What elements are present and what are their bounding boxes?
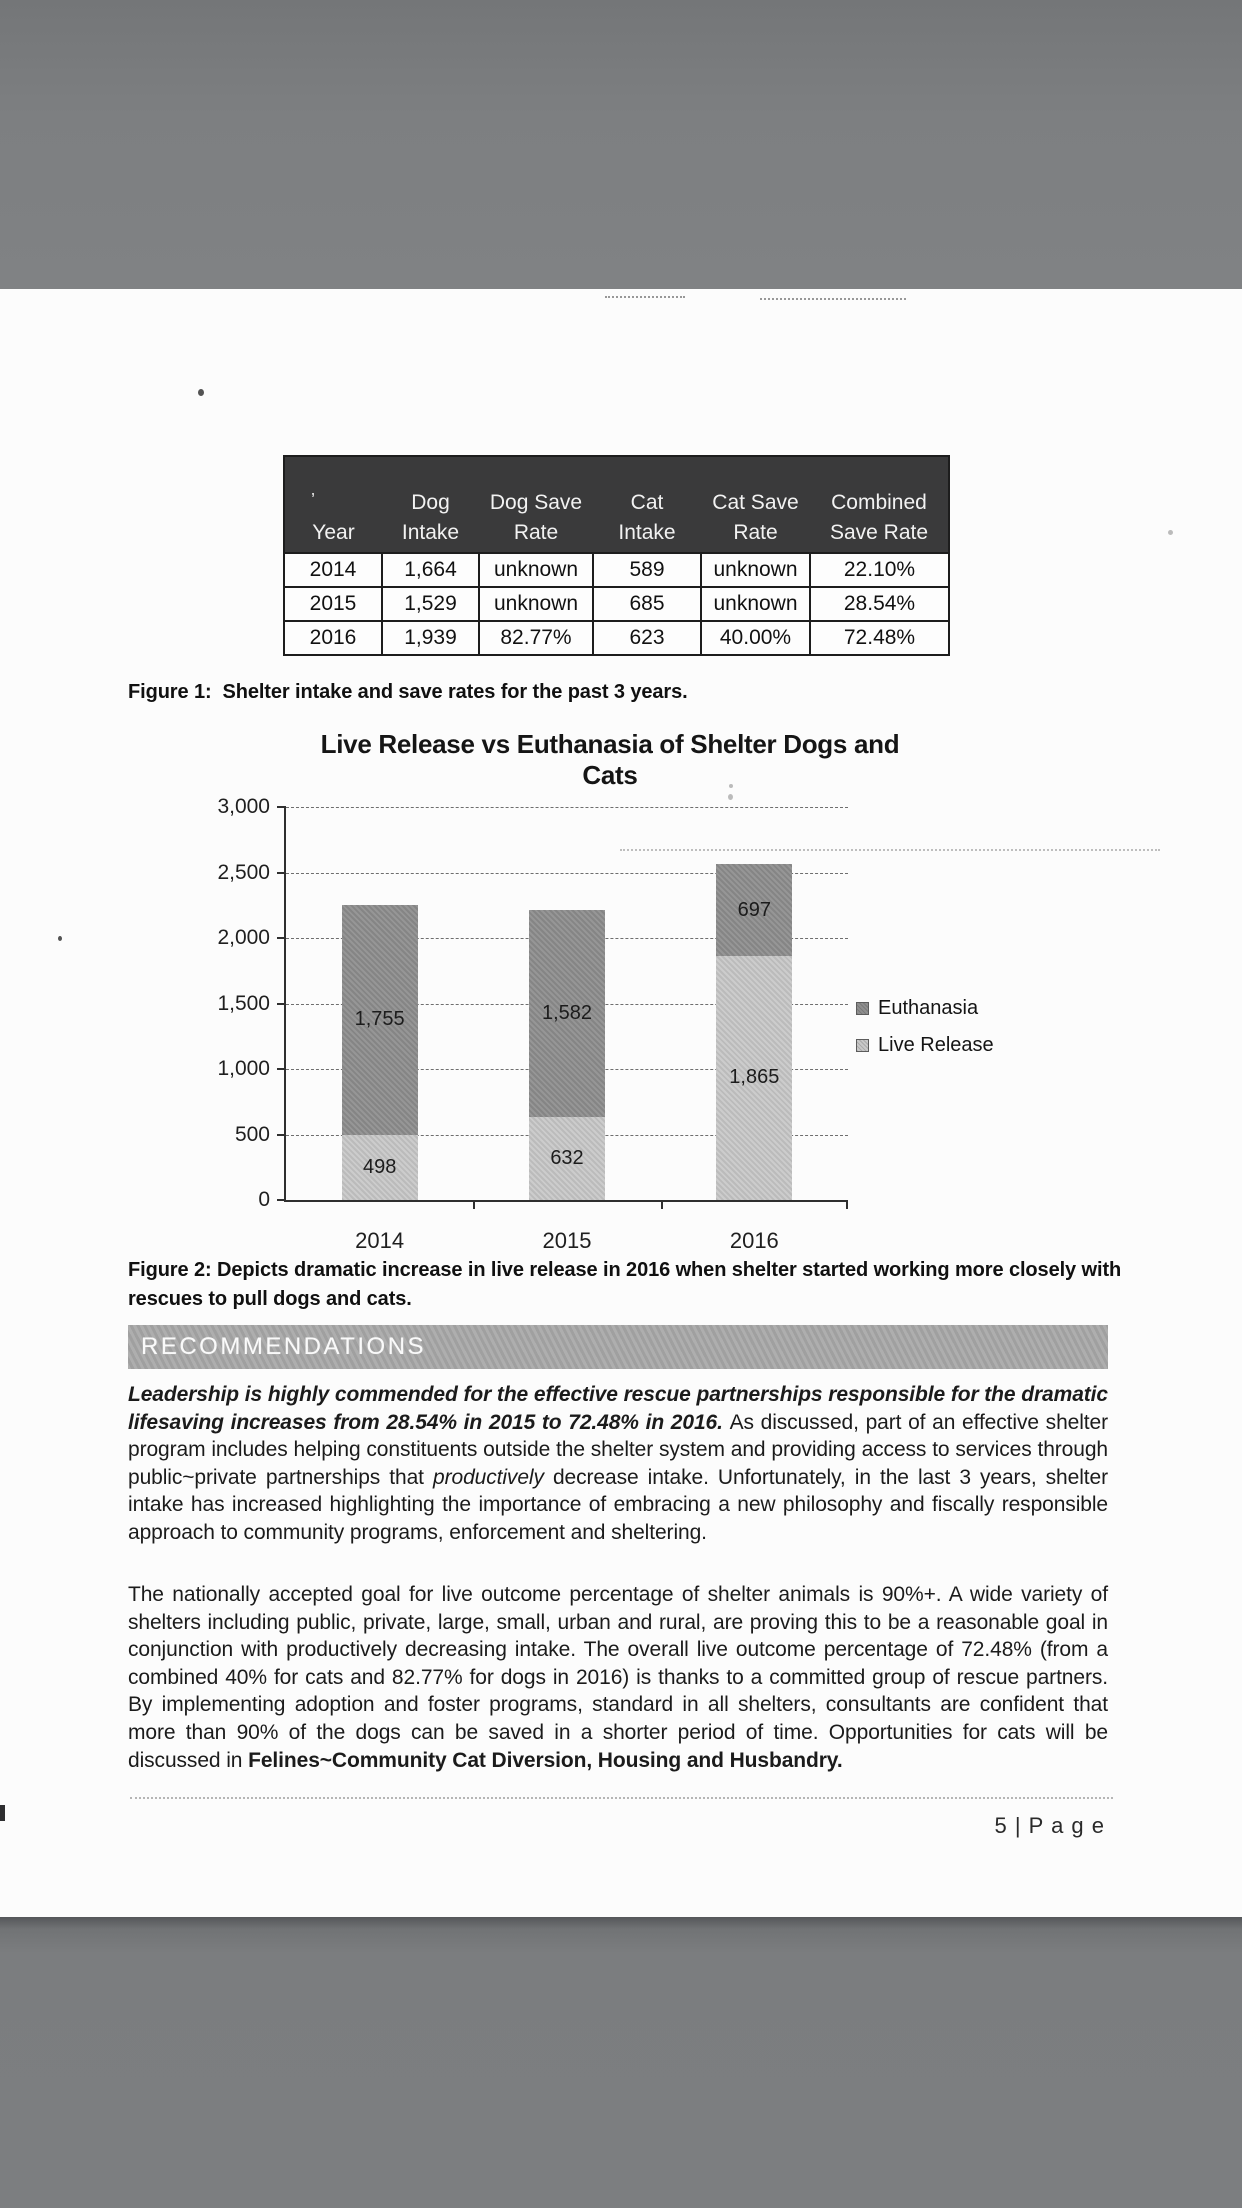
bar-segment-live-release: [529, 1117, 605, 1200]
cell-cat-intake: 589: [593, 553, 701, 587]
cell-dog-intake: 1,939: [382, 621, 479, 655]
bar-segment-live-release: [342, 1135, 418, 1200]
cell-cat-save-rate: 40.00%: [701, 621, 810, 655]
y-axis-label: 2,000: [217, 926, 270, 949]
x-axis-tick: [473, 1202, 475, 1209]
paragraph-2-body: The nationally accepted goal for live outcome percentage of shelter animals is 90%+. A wide variety of shelters including public, private, large, small, urban and rural, are proving this to be a reasonable goal in conjunction with productively decreasing intake. The overall live outcome percentage of 72.48% (from a combined 40% for cats and 82.77% for dogs in 2016) is thanks to a committed group of rescue partners. By implementing adoption and foster programs, standard in all shelters, consultants are confident that more than 90% of the dogs can be saved in a shorter period of time. Opportunities for cats will be discussed in: [128, 1583, 1108, 1772]
col-header-cat-intake: Cat Intake: [593, 456, 701, 553]
y-axis-label: 3,000: [217, 795, 270, 818]
x-axis-label: 2016: [729, 1228, 779, 1253]
scan-artifact-dot: [728, 794, 733, 800]
cell-dog-save-rate: unknown: [479, 587, 593, 621]
y-axis-label: 500: [234, 1122, 270, 1146]
cell-cat-save-rate: unknown: [701, 587, 810, 621]
figure2-plot-area: [217, 795, 848, 1253]
y-axis-tick: [277, 1134, 286, 1136]
paragraph-1-italic: productively: [433, 1465, 544, 1489]
paragraph-1: [128, 1381, 1108, 1547]
y-axis-label: 2,500: [217, 860, 270, 884]
paragraph-2-bold: Felines~Community Cat Diversion, Housing and Husbandry: [248, 1748, 837, 1772]
scanner-background-bottom: [0, 1917, 1242, 2208]
document-page: [0, 289, 1242, 1917]
page-number: 5 | P a g e: [994, 1813, 1105, 1838]
cell-year: 2016: [284, 621, 382, 655]
scan-artifact-dot: [58, 936, 62, 941]
paragraph-1-lead: Leadership is highly commended for the effective rescue partnerships responsible for the dramatic lifesaving increases from 28.54% in 2015 to 72.48% in 2016.: [128, 1383, 1108, 1434]
y-axis-tick: [277, 937, 286, 939]
live-release-swatch-icon: [856, 1039, 869, 1052]
cell-year: 2014: [284, 553, 382, 587]
cell-cat-intake: 623: [593, 621, 701, 655]
cell-combined-save-rate: 28.54%: [810, 587, 949, 621]
cell-dog-save-rate: 82.77%: [479, 621, 593, 655]
col-header-year: ’ Year: [284, 456, 382, 553]
bar-segment-euthanasia: [716, 864, 792, 955]
table-row: [284, 621, 949, 655]
legend-item-euthanasia: Euthanasia: [856, 997, 978, 1020]
y-axis-tick: [277, 1068, 286, 1070]
table-header-row: [284, 456, 949, 553]
bar-value-label: 632: [550, 1147, 584, 1170]
legend-item-live-release: Live Release: [856, 1034, 994, 1057]
y-axis-tick: [277, 806, 286, 808]
scan-artifact-dot: [198, 389, 204, 396]
cell-cat-intake: 685: [593, 587, 701, 621]
table-row: [284, 553, 949, 587]
x-axis-tick: [661, 1202, 663, 1209]
x-axis-label: 2015: [542, 1228, 592, 1253]
paragraph-1-body: As discussed, part of an effective shelter program includes helping constituents outside the shelter system and providing access to services through public~private partnerships that: [128, 1410, 1108, 1489]
bar-segment-euthanasia: [529, 910, 605, 1117]
y-axis-label: 1,000: [217, 1057, 270, 1080]
y-axis-tick: [277, 1199, 286, 1201]
y-axis-label: 1,500: [217, 991, 270, 1015]
cell-dog-intake: 1,529: [382, 587, 479, 621]
scan-artifact-dash: [605, 296, 685, 298]
y-axis-tick: [277, 1003, 286, 1005]
table-row: [284, 587, 949, 621]
cell-year: 2015: [284, 587, 382, 621]
bar-value-label: 498: [362, 1155, 397, 1178]
bar-value-label: 1,865: [729, 1066, 780, 1089]
bar-value-label: 697: [737, 898, 772, 921]
cell-combined-save-rate: 22.10%: [810, 553, 949, 587]
bar-segment-live-release: [716, 956, 792, 1200]
cell-combined-save-rate: 72.48%: [810, 621, 949, 655]
chart-gridline: [286, 807, 848, 808]
cell-cat-save-rate: unknown: [701, 553, 810, 587]
paragraph-2: [128, 1581, 1108, 1774]
cell-dog-save-rate: unknown: [479, 553, 593, 587]
recommendations-section-header: RECOMMENDATIONS: [128, 1325, 1108, 1369]
bar-value-label: 1,582: [541, 1002, 593, 1025]
y-axis-label: 0: [258, 1188, 270, 1211]
bar-value-label: 1,755: [354, 1008, 405, 1031]
y-axis-tick: [277, 872, 286, 874]
bar-segment-euthanasia: [342, 905, 418, 1135]
cell-dog-intake: 1,664: [382, 553, 479, 587]
col-header-dog-save-rate: Dog Save Rate: [479, 456, 593, 553]
scan-artifact-mark: ’: [311, 490, 315, 510]
col-header-combined-save-rate: Combined Save Rate: [810, 456, 949, 553]
paragraph-1-body2: decrease intake. Unfortunately, in the last 3 years, shelter intake has increased highlighting the importance of embracing a new philosophy and fiscally responsible approach to community programs, enforcement and sheltering.: [128, 1465, 1108, 1544]
shelter-stats-table: [283, 455, 950, 656]
col-header-dog-intake: Dog Intake: [382, 456, 479, 553]
figure1-caption: Figure 1: Shelter intake and save rates for the past 3 years.: [128, 681, 688, 703]
footer-rule: [130, 1797, 1113, 1799]
x-axis-label: 2014: [355, 1228, 405, 1253]
scan-artifact-notch: [0, 1805, 5, 1821]
euthanasia-swatch-icon: [856, 1002, 869, 1015]
paragraph-2-period: .: [836, 1748, 843, 1772]
figure2-caption: Figure 2: Depicts dramatic increase in live release in 2016 when shelter started working more closely with rescues to pull dogs and cats.: [128, 1259, 1122, 1310]
figure2-chart-title: Live Release vs Euthanasia of Shelter Dogs and Cats: [320, 729, 900, 790]
x-axis-tick: [846, 1202, 848, 1209]
scanner-background-top: [0, 0, 1242, 289]
scan-artifact-dash: [760, 298, 906, 300]
scan-artifact-dot: [1168, 530, 1173, 535]
col-header-cat-save-rate: Cat Save Rate: [701, 456, 810, 553]
